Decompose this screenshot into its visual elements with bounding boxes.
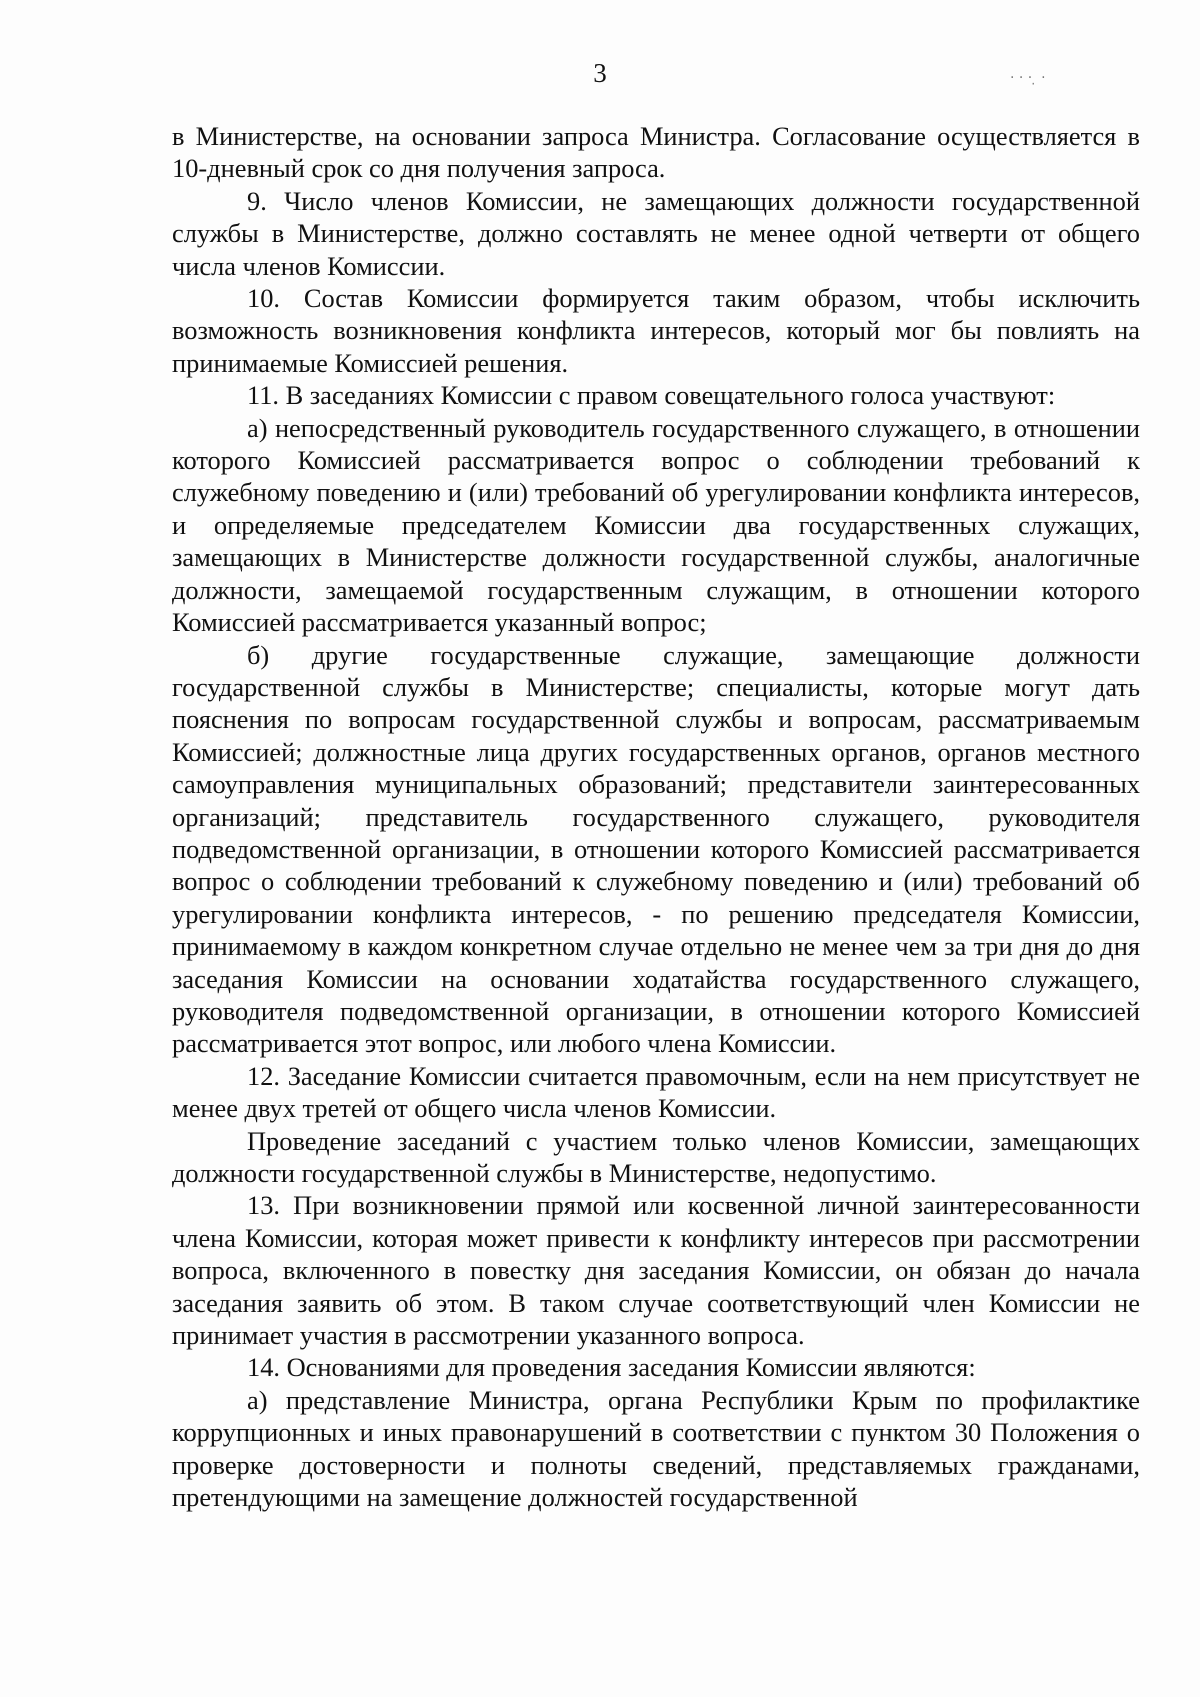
paragraph-item-11: 11. В заседаниях Комиссии с правом совещательного голоса участвуют: xyxy=(247,380,1056,411)
page-number: 3 xyxy=(593,58,607,88)
paragraph-item-12: 12. Заседание Комиссии считается правомочным, если на нем присутствует не менее двух третей от общего числа членов Комиссии. xyxy=(172,1060,1140,1124)
paragraph-item-14a: а) представление Министра, органа Республики Крым по профилактике коррупционных и иных правонарушений в соответствии с пунктом 30 Положения о проверке достоверности и полноты сведений, представляемых гражданами, претендующими на замещение должностей государственной xyxy=(172,1384,1140,1513)
paragraph-item-9: 9. Число членов Комиссии, не замещающих должности государственной службы в Министерстве, должно составлять не менее одной четверти от общего числа членов Комиссии. xyxy=(172,185,1140,281)
paragraph-item-12-note: Проведение заседаний с участием только членов Комиссии, замещающих должности государственной службы в Министерстве, недопустимо. xyxy=(172,1125,1140,1188)
scan-artifact: · · · ̣ · xyxy=(1010,70,1046,86)
paragraph-item-13: 13. При возникновении прямой или косвенной личной заинтересованности члена Комиссии, которая может привести к конфликту интересов при рассмотрении вопроса, включенного в повестку дня заседания Комиссии, он обязан до начала заседания заявить об этом. В таком случае соответствующий член Комиссии не принимает участия в рассмотрении указанного вопроса. xyxy=(172,1190,1140,1351)
paragraph-item-11b: б) другие государственные служащие, замещающие должности государственной службы в Министерстве; специалисты, которые могут дать пояснения по вопросам государственной службы и вопросам, рассматриваемым Комиссией; должностные лица других государственных органов, органов местного самоуправления муниципальных образований; представители заинтересованных организаций; представитель государственного служащего, руководителя подведомственной организации, в отношении которого Комиссией рассматривается вопрос о соблюдении требований к служебному поведению и (или) требований об урегулировании конфликта интересов, - по решению председателя Комиссии, принимаемому в каждом конкретном случае отдельно не менее чем за три дня до дня заседания Комиссии на основании ходатайства государственного служащего, руководителя подведомственной организации, в отношении которого Комиссией рассматривается этот вопрос, или любого члена Комиссии. xyxy=(172,639,1140,1059)
paragraph-item-10: 10. Состав Комиссии формируется таким образом, чтобы исключить возможность возникновения конфликта интересов, который мог бы повлиять на принимаемые Комиссией решения. xyxy=(172,283,1140,378)
paragraph-item-11a: а) непосредственный руководитель государственного служащего, в отношении которого Комиссией рассматривается вопрос о соблюдении требований к служебному поведению и (или) требований об урегулировании конфликта интересов, и определяемые председателем Комиссии два государственных служащих, замещающих в Министерстве должности государственной службы, аналогичные должности, замещаемой государственным служащим, в отношении которого Комиссией рассматривается указанный вопрос; xyxy=(172,412,1140,638)
paragraph-item-14: 14. Основаниями для проведения заседания Комиссии являются: xyxy=(247,1352,976,1383)
document-body xyxy=(172,120,1140,1513)
paragraph-continuation: в Министерстве, на основании запроса Министра. Согласование осуществляется в 10-дневный срок со дня получения запроса. xyxy=(172,121,1140,184)
